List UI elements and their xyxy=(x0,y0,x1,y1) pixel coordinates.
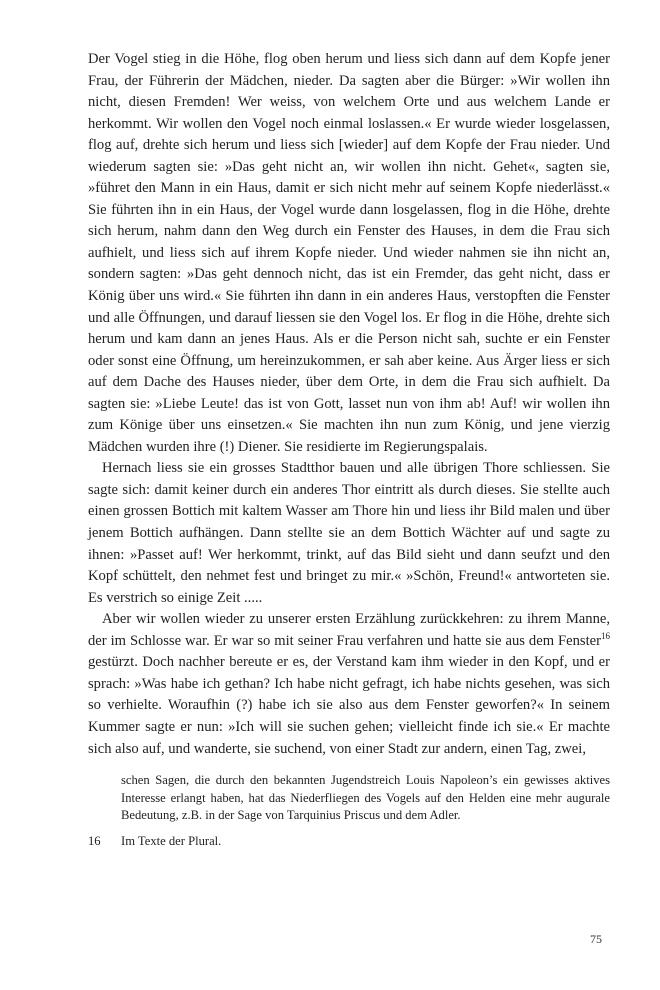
paragraph-3-part-2: gestürzt. Doch nachher bereute er es, der Verstand kam ihm wieder in den Kopf, und er sprach: »Was habe ich gethan? Ich habe nicht gefragt, ich habe nichts gesehen, was sich so verhielte. Woraufhin (?) habe ich sie also aus dem Fenster geworfen?« In seinem Kummer sagte er nun: »Ich will sie suchen gehen; vielleicht finde ich sie.« Er machte sich also auf, und wanderte, sie suchend, von einer Stadt zur andern, einen Tag, zwei, xyxy=(88,654,610,757)
paragraph-3-part-1: Aber wir wollen wieder zu unserer ersten Erzählung zurückkehren: zu ihrem Manne, der im Schlosse war. Er war so mit seiner Frau verfahren und hatte sie aus dem Fenster xyxy=(88,611,610,649)
page-number: 75 xyxy=(590,932,602,946)
footnote-text: Im Texte der Plural. xyxy=(121,833,222,848)
footnote-reference-16[interactable]: 16 xyxy=(601,630,610,641)
paragraph-2: Hernach liess sie ein grosses Stadtthor bauen und alle übrigen Thore schliessen. Sie sagte sich: damit keiner durch ein anderes Thor eintritt als durch dieses. Sie stellte auch einen grossen Bottich mit kaltem Wasser am Thore hin und liess ihr Bild malen und über jenem Bottich aufhängen. Dann stellte sie an dem Bottich Wächter auf und sagte zu ihnen: »Passet auf! Wer herkommt, trinkt, auf das Bild sieht und dann seufzt und den Kopf schüttelt, den nehmet fest und bringet zu mir.« »Schön, Freund!« antworteten sie. Es verstrich so einige Zeit ..... xyxy=(88,460,610,606)
page-content xyxy=(88,49,610,850)
footnote-continuation: schen Sagen, die durch den bekannten Jugendstreich Louis Napoleon’s ein gewisses aktives Interesse erlangt haben, hat das Niederfliegen des Vogels auf den Helden eine mehr augurale Bedeutung, z.B. in der Sage von Tarquinius Priscus und dem Adler. xyxy=(121,773,610,823)
footnote-number: 16 xyxy=(88,833,101,848)
paragraph-3 xyxy=(88,609,610,760)
body-text xyxy=(88,49,610,760)
paragraph-1: Der Vogel stieg in die Höhe, flog oben herum und liess sich dann auf dem Kopfe jener Frau, der Führerin der Mädchen, nieder. Da sagten aber die Bürger: »Wir wollen ihn nicht, diesen Fremden! Wer weiss, von welchem Orte und aus welchem Lande er herkommt. Wir wollen den Vogel noch einmal loslassen.« Er wurde wieder losgelassen, flog auf, drehte sich herum und liess sich [wieder] auf dem Kopfe der Frau nieder. Und wiederum sagten sie: »Das geht nicht an, wir wollen ihn nicht. Gehet«, sagten sie, »führet den Mann in ein Haus, damit er sich nicht mehr auf seinem Kopfe niederlässt.« Sie führten ihn in ein Haus, der Vogel wurde dann losgelassen, flog in die Höhe, drehte sich herum, nahm dann den Weg durch ein Fenster des Hauses, in dem die Frau sich aufhielt, und liess sich auf ihrem Kopfe nieder. Und wieder nahmen sie ihn nicht an, sondern sagten: »Das geht dennoch nicht, das ist ein Fremder, das geht nicht, dass er König über uns wird.« Sie führten ihn dann in ein anderes Haus, verstopften die Fenster und alle Öffnungen, und darauf liessen sie den Vogel los. Er flog in die Höhe, drehte sich herum und kam dann an jenes Haus. Als er die Person nicht sah, suchte er ein Fenster oder sonst eine Öffnung, um hereinzukommen, er sah aber keine. Aus Ärger liess er sich auf dem Dache des Hauses nieder, über dem Orte, in dem die Frau sich aufhielt. Da sagten sie: »Liebe Leute! das ist von Gott, lasset nun von ihm ab! Auf! wir wollen ihn zum Könige über uns einsetzen.« Sie machten ihn nun zum König, und jene vierzig Mädchen wurden ihre (!) Diener. Sie residierte im Regierungspalais. xyxy=(88,51,610,455)
footnote-16 xyxy=(88,833,610,851)
